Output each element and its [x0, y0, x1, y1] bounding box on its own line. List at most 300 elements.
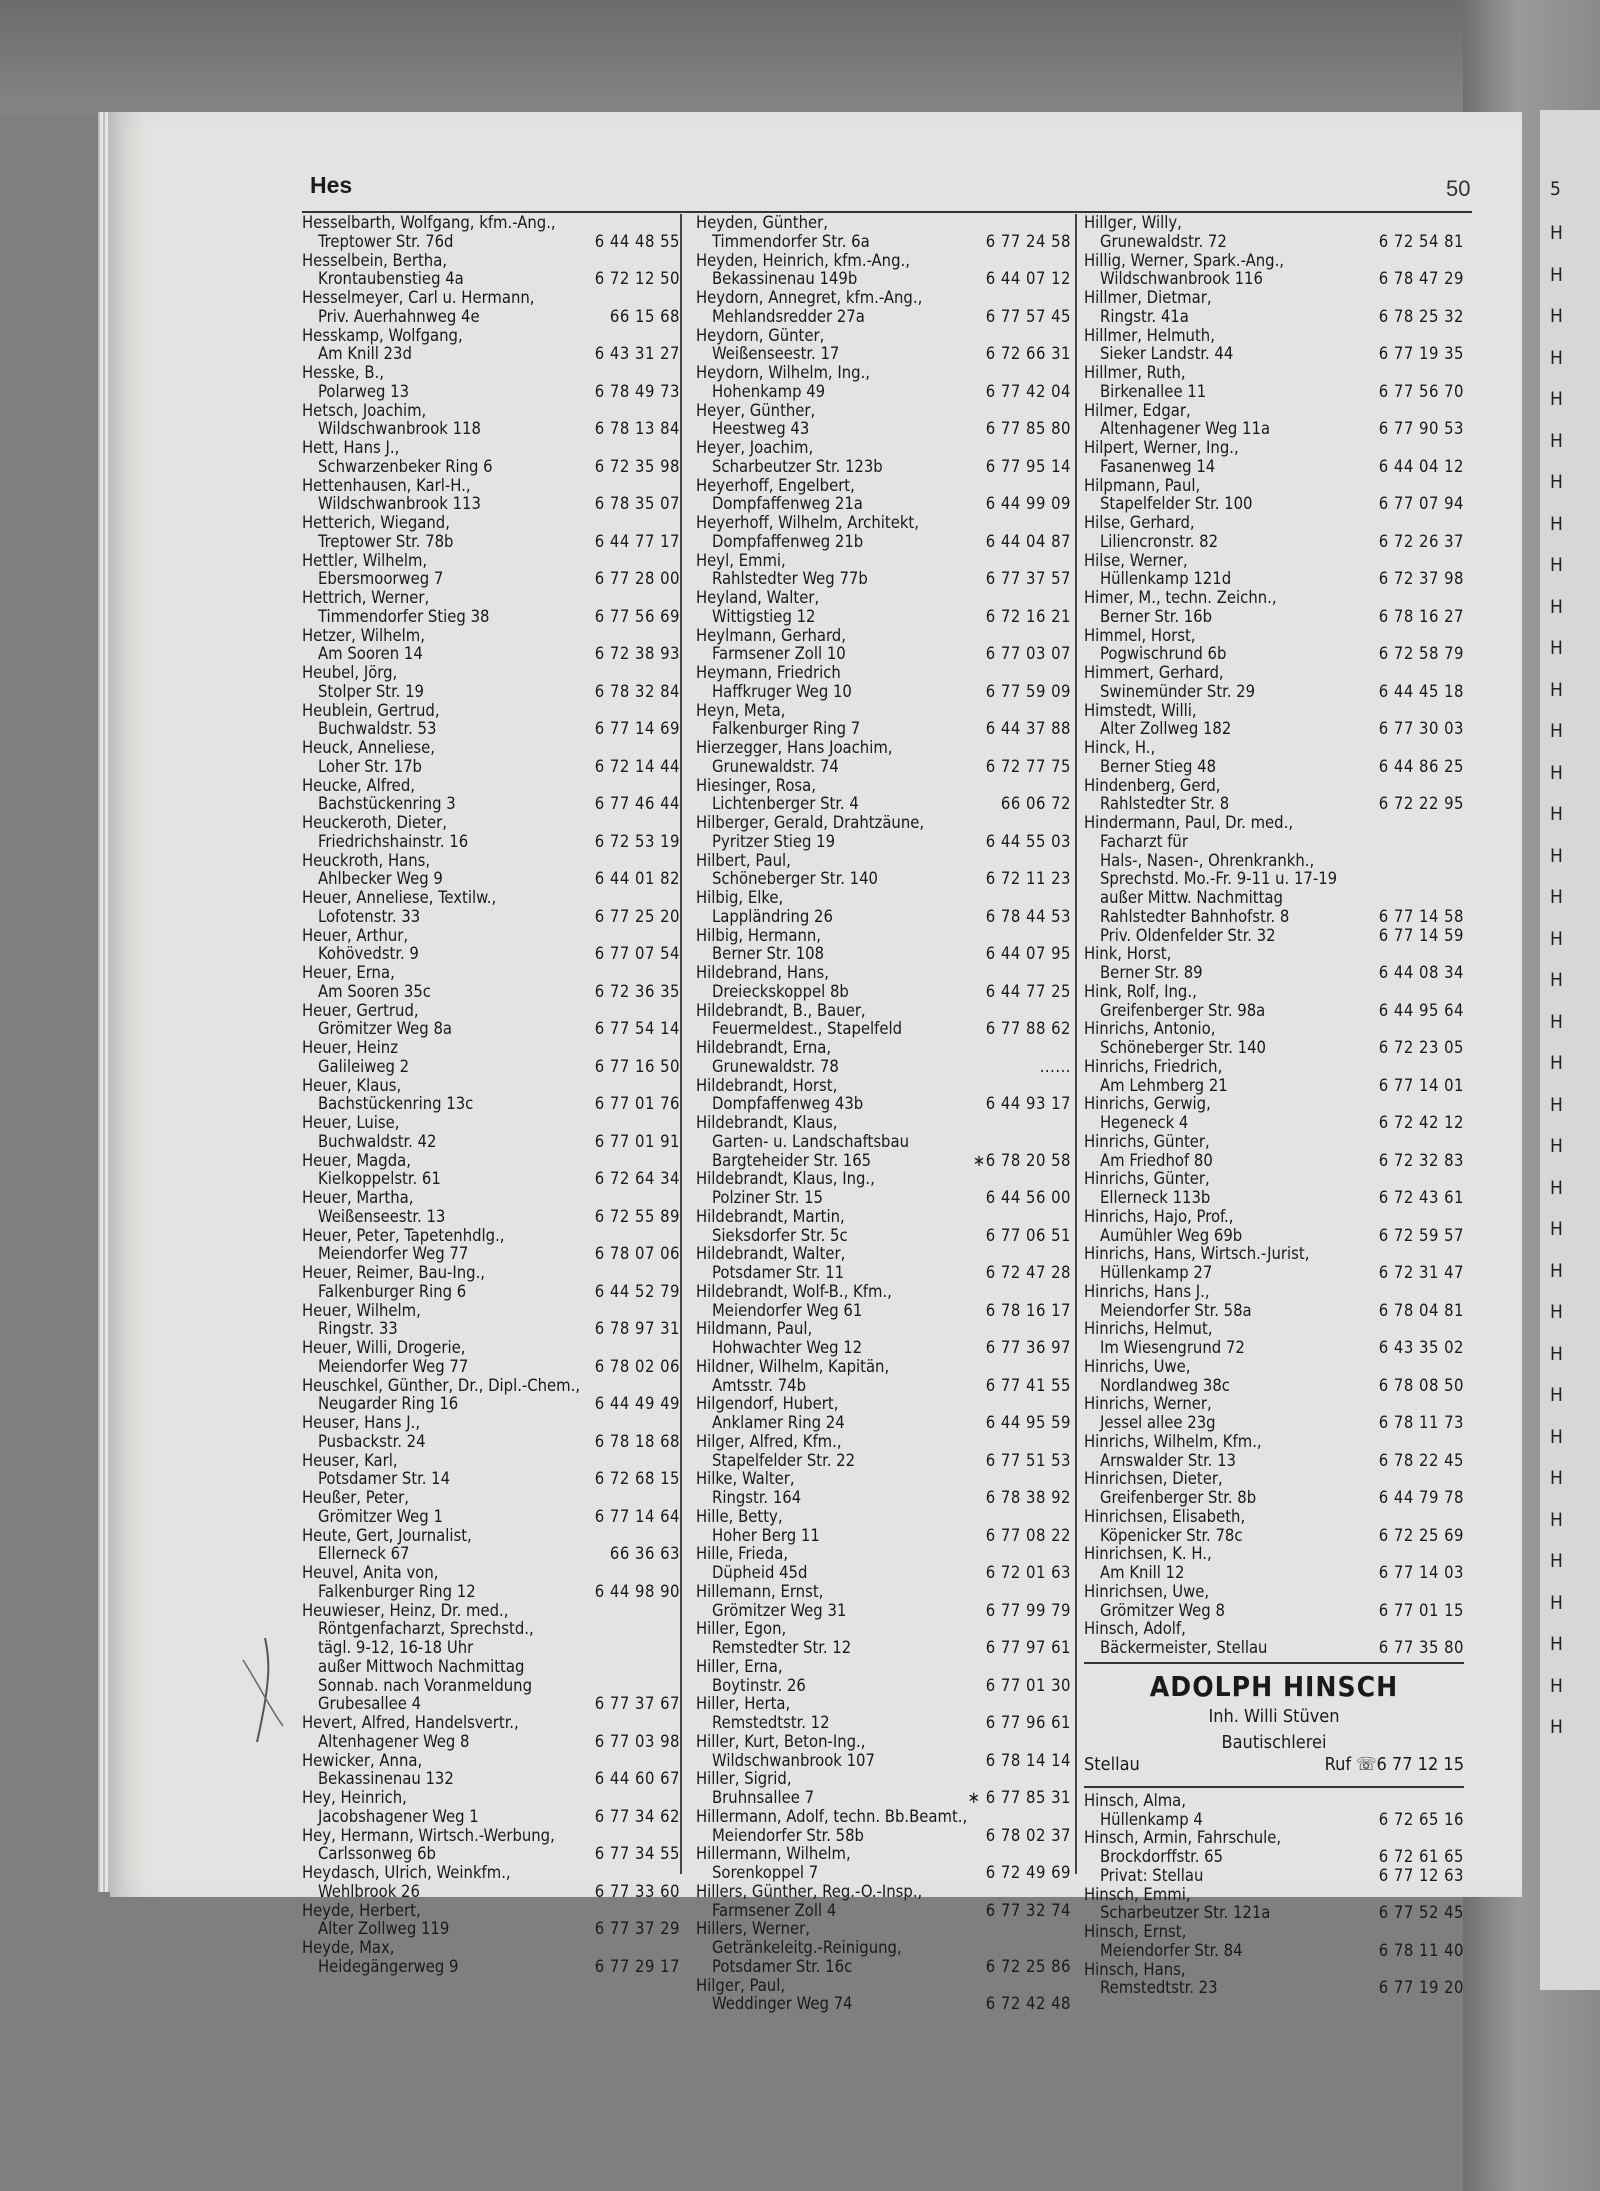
directory-entry — [696, 814, 1071, 852]
directory-entry — [302, 439, 680, 477]
entry-phone: 6 72 32 83 — [1378, 1150, 1464, 1170]
entry-name: Hilse, Werner, — [1084, 550, 1188, 570]
directory-entry — [302, 627, 680, 665]
directory-entry — [1084, 289, 1464, 327]
entry-detail: Ringstr. 33 6 78 97 31 — [318, 1319, 680, 1339]
entry-name: Hinsch, Alma, — [1084, 1790, 1186, 1810]
directory-entry — [696, 1077, 1071, 1115]
entry-name: Hiller, Erna, — [696, 1656, 783, 1676]
entry-detail: Am Knill 12 6 77 14 03 — [1100, 1563, 1464, 1582]
column-2 — [696, 214, 1071, 2014]
next-page-number-fragment: 5 — [1550, 178, 1561, 200]
entry-name: Heyde, Max, — [302, 1938, 395, 1957]
entry-phone: 6 44 37 88 — [985, 719, 1071, 739]
entry-phone: 6 72 12 50 — [594, 269, 680, 289]
directory-entry — [1084, 1620, 1464, 1658]
next-page-letter: H — [1550, 844, 1563, 867]
entry-detail: Brockdorffstr. 65 6 72 61 65 — [1100, 1847, 1464, 1866]
directory-entry — [302, 964, 680, 1002]
entry-detail: Schwarzenbeker Ring 6 6 72 35 98 — [318, 456, 680, 476]
entry-name: Hildmann, Paul, — [696, 1319, 813, 1339]
entry-phone: 6 78 18 68 — [594, 1431, 680, 1451]
entry-phone: 6 77 25 20 — [594, 906, 680, 926]
directory-entry — [696, 1770, 1071, 1808]
directory-entry — [1084, 589, 1464, 627]
entry-detail: außer Mittw. Nachmittag — [1100, 888, 1283, 907]
entry-phone: 6 77 14 01 — [1378, 1075, 1464, 1095]
entry-detail: Stolper Str. 19 6 78 32 84 — [318, 681, 680, 701]
next-page-letter: H — [1550, 1010, 1563, 1033]
entry-phone: 6 44 07 95 — [985, 944, 1071, 964]
entry-phone: 6 72 59 57 — [1378, 1225, 1464, 1245]
entry-phone: 6 72 55 89 — [594, 1206, 680, 1226]
entry-phone: 6 44 07 12 — [985, 269, 1071, 289]
entry-name: Hinrichsen, K. H., — [1084, 1544, 1212, 1564]
directory-entry — [302, 589, 680, 627]
entry-detail: Berner Str. 108 6 44 07 95 — [712, 944, 1071, 964]
directory-entry — [302, 1452, 680, 1490]
entry-detail: Weißenseestr. 13 6 72 55 89 — [318, 1206, 680, 1226]
next-page-letter: H — [1550, 927, 1563, 950]
entry-phone: 6 77 99 79 — [985, 1600, 1071, 1620]
entry-name: Hinrichs, Helmut, — [1084, 1319, 1213, 1339]
entry-phone: 6 44 48 55 — [594, 231, 680, 251]
directory-entry — [302, 1077, 680, 1115]
entry-phone: 6 77 16 50 — [594, 1056, 680, 1076]
entry-detail: Weddinger Weg 74 6 72 42 48 — [712, 1994, 1071, 2014]
entry-name: Hewicker, Anna, — [302, 1750, 423, 1770]
advert-phone-group — [1324, 1753, 1464, 1775]
next-page-letter: H — [1550, 1674, 1563, 1697]
entry-detail: Berner Str. 16b 6 78 16 27 — [1100, 606, 1464, 626]
next-page-letter: H — [1550, 222, 1563, 244]
directory-entry — [302, 1602, 680, 1715]
entry-detail: Rahlstedter Bahnhofstr. 8 6 77 14 58 — [1100, 906, 1464, 926]
entry-phone: 6 78 49 73 — [594, 381, 680, 401]
entry-name: Hinrichs, Wilhelm, Kfm., — [1084, 1431, 1262, 1451]
directory-entry — [696, 439, 1071, 477]
entry-phone: 6 77 01 76 — [594, 1094, 680, 1114]
entry-name: Heyl, Emmi, — [696, 550, 786, 570]
directory-entry — [1084, 1320, 1464, 1358]
entry-detail: Berner Stieg 48 6 44 86 25 — [1100, 756, 1464, 776]
entry-phone: 6 77 14 58 — [1378, 906, 1464, 926]
directory-entry — [696, 1002, 1071, 1040]
entry-detail: Buchwaldstr. 42 6 77 01 91 — [318, 1131, 680, 1151]
next-page-letter: H — [1550, 512, 1563, 535]
entry-name: Privat: Stellau 6 77 12 63 — [1100, 1865, 1464, 1885]
entry-phone: 6 72 16 21 — [985, 606, 1071, 626]
directory-entry — [696, 1470, 1071, 1508]
next-page-letter: H — [1550, 305, 1563, 327]
entry-name: Hinrichs, Friedrich, — [1084, 1056, 1223, 1076]
entry-name: Hinrichsen, Elisabeth, — [1084, 1506, 1246, 1526]
directory-entry — [696, 1620, 1071, 1658]
directory-entry — [696, 1320, 1071, 1358]
entry-phone: 6 44 98 90 — [594, 1581, 680, 1601]
entry-detail: Swinemünder Str. 29 6 44 45 18 — [1100, 681, 1464, 701]
entry-detail: Hohenkamp 49 6 77 42 04 — [712, 381, 1071, 401]
entry-detail: Am Sooren 35c 6 72 36 35 — [318, 981, 680, 1001]
entry-detail: Am Knill 23d 6 43 31 27 — [318, 344, 680, 364]
entry-phone: 6 77 14 59 — [1378, 925, 1464, 945]
entry-phone: 6 77 51 53 — [985, 1450, 1071, 1470]
entry-phone: 6 78 02 37 — [985, 1825, 1071, 1845]
entry-name: Hildebrandt, Wolf-B., Kfm., — [696, 1281, 892, 1301]
entry-phone: 6 44 45 18 — [1378, 681, 1464, 701]
entry-name: Hink, Rolf, Ing., — [1084, 981, 1197, 1001]
next-page-letter: H — [1550, 637, 1563, 659]
entry-phone: 6 77 56 69 — [594, 606, 680, 626]
entry-phone: 6 43 31 27 — [594, 344, 680, 364]
entry-detail: Boytinstr. 26 6 77 01 30 — [712, 1675, 1071, 1695]
entry-name: Hesske, B., — [302, 363, 384, 382]
entry-phone: 6 44 04 87 — [985, 531, 1071, 551]
entry-detail: Scharbeutzer Str. 123b 6 77 95 14 — [712, 456, 1071, 476]
entry-detail: Altenhagener Weg 8 6 77 03 98 — [318, 1731, 680, 1751]
next-page-letter: H — [1550, 1508, 1563, 1531]
entry-phone: 6 72 42 12 — [1378, 1113, 1464, 1132]
directory-entry — [696, 1808, 1071, 1846]
entry-name: Heußer, Peter, — [302, 1488, 409, 1507]
entry-detail: Falkenburger Ring 6 6 44 52 79 — [318, 1281, 680, 1301]
directory-entry — [302, 1189, 680, 1227]
entry-phone: 6 44 56 00 — [985, 1188, 1071, 1207]
entry-phone: 6 44 86 25 — [1378, 756, 1464, 776]
entry-detail: Falkenburger Ring 12 6 44 98 90 — [318, 1581, 680, 1601]
entry-phone: 6 77 97 61 — [985, 1638, 1071, 1657]
directory-entry — [1084, 1545, 1464, 1583]
entry-detail: Neugarder Ring 16 6 44 49 49 — [318, 1394, 680, 1414]
directory-entry — [1084, 945, 1464, 983]
entry-detail: Polarweg 13 6 78 49 73 — [318, 381, 680, 401]
entry-detail: Weißenseestr. 17 6 72 66 31 — [712, 344, 1071, 364]
directory-entry — [302, 1152, 680, 1190]
entry-detail: Priv. Auerhahnweg 4e 66 15 68 — [318, 306, 680, 326]
directory-entry — [696, 1920, 1071, 1976]
directory-entry — [302, 1864, 680, 1902]
next-page-letter: H — [1550, 554, 1563, 576]
entry-phone: 6 72 49 69 — [985, 1863, 1071, 1882]
entry-phone: 6 77 06 51 — [985, 1225, 1071, 1245]
entry-phone: 6 72 66 31 — [985, 344, 1071, 364]
entry-name: Hettenhausen, Karl-H., — [302, 475, 471, 495]
entry-phone: 6 72 31 47 — [1378, 1263, 1464, 1282]
entry-detail: Galileiweg 2 6 77 16 50 — [318, 1056, 680, 1076]
entry-phone: 6 72 64 34 — [594, 1169, 680, 1189]
entry-name: Heuer, Martha, — [302, 1188, 414, 1207]
entry-name: Heyer, Günther, — [696, 400, 816, 420]
entry-detail: Garten- u. Landschaftsbau — [712, 1131, 909, 1151]
directory-entry — [696, 1245, 1071, 1283]
advert-phone: 6 77 12 15 — [1376, 1753, 1464, 1775]
entry-detail: Alter Zollweg 119 6 77 37 29 — [318, 1919, 680, 1939]
entry-detail: Hegeneck 4 6 72 42 12 — [1100, 1113, 1464, 1132]
advert-rule-top — [1084, 1662, 1464, 1664]
entry-phone: 6 44 93 17 — [985, 1094, 1071, 1114]
entry-name: Heuer, Anneliese, Textilw., — [302, 888, 497, 907]
entry-name: Heyden, Günther, — [696, 213, 828, 232]
directory-entry — [1084, 1433, 1464, 1471]
entry-phone: 6 72 42 48 — [985, 1994, 1071, 2014]
entry-detail: Hüllenkamp 27 6 72 31 47 — [1100, 1263, 1464, 1282]
next-page-letter: H — [1550, 1716, 1563, 1738]
directory-entry — [1084, 1058, 1464, 1096]
next-page-letter: H — [1550, 1135, 1563, 1157]
entry-name: Hett, Hans J., — [302, 438, 400, 457]
entry-name: Heylmann, Gerhard, — [696, 625, 846, 645]
entry-name: Hillers, Werner, — [696, 1919, 810, 1939]
directory-entry — [302, 402, 680, 440]
entry-detail: Ringstr. 41a 6 78 25 32 — [1100, 306, 1464, 326]
entry-name: Hillemann, Ernst, — [696, 1581, 824, 1601]
entry-name: Hillig, Werner, Spark.-Ang., — [1084, 250, 1285, 270]
entry-phone: 6 78 44 53 — [985, 906, 1071, 926]
entry-detail: Friedrichshainstr. 16 6 72 53 19 — [318, 831, 680, 851]
entry-phone: 6 72 58 79 — [1378, 644, 1464, 664]
directory-entry — [1084, 1470, 1464, 1508]
directory-entry — [302, 1827, 680, 1865]
entry-name: Hilbig, Elke, — [696, 888, 784, 907]
entry-phone: 6 77 88 62 — [985, 1019, 1071, 1039]
entry-detail: Polziner Str. 15 6 44 56 00 — [712, 1188, 1071, 1207]
entry-phone: 6 77 37 29 — [594, 1919, 680, 1939]
entry-phone: 6 44 01 82 — [594, 869, 680, 889]
directory-entry — [696, 477, 1071, 515]
entry-detail: außer Mittwoch Nachmittag — [318, 1656, 525, 1676]
entry-detail: Grömitzer Weg 8a 6 77 54 14 — [318, 1019, 680, 1039]
entry-name: Hetzer, Wilhelm, — [302, 625, 425, 645]
directory-entry — [696, 1283, 1071, 1321]
entry-detail: Lichtenberger Str. 4 66 06 72 — [712, 794, 1071, 814]
next-page-letter: H — [1550, 1550, 1563, 1572]
advert-trade: Bautischlerei — [1221, 1731, 1327, 1753]
entry-name: Heuckroth, Hans, — [302, 850, 431, 870]
entry-phone: 6 43 35 02 — [1378, 1338, 1464, 1357]
next-page-letter: H — [1550, 1259, 1563, 1282]
next-page-letter: H — [1550, 761, 1563, 784]
directory-entry — [302, 1039, 680, 1077]
entry-phone: 6 78 38 92 — [985, 1488, 1071, 1507]
entry-name: Heublein, Gertrud, — [302, 700, 440, 720]
entry-detail: Facharzt für — [1100, 831, 1188, 851]
next-page-letter: H — [1550, 471, 1563, 493]
entry-phone: 6 77 12 63 — [1378, 1865, 1464, 1885]
entry-name: Hesselbarth, Wolfgang, kfm.-Ang., — [302, 213, 556, 232]
entry-phone: 6 78 02 06 — [594, 1356, 680, 1376]
column-divider-2 — [1075, 214, 1077, 1874]
entry-detail: Kielkoppelstr. 61 6 72 64 34 — [318, 1169, 680, 1189]
directory-entry — [696, 964, 1071, 1002]
directory-entry — [696, 1845, 1071, 1883]
entry-detail: Dompfaffenweg 21b 6 44 04 87 — [712, 531, 1071, 551]
directory-entry — [1084, 477, 1464, 515]
entry-phone: 6 77 36 97 — [985, 1338, 1071, 1357]
entry-phone: 6 77 01 30 — [985, 1675, 1071, 1695]
directory-entry — [1084, 739, 1464, 777]
entry-detail: Kohövedstr. 9 6 77 07 54 — [318, 944, 680, 964]
entry-phone: 6 77 01 15 — [1378, 1600, 1464, 1620]
entry-phone: 6 77 85 80 — [985, 419, 1071, 439]
entry-detail: Remstedtstr. 12 6 77 96 61 — [712, 1713, 1071, 1732]
directory-entry — [302, 1489, 680, 1527]
entry-detail: Pogwischrund 6b 6 72 58 79 — [1100, 644, 1464, 664]
entry-detail: Sieker Landstr. 44 6 77 19 35 — [1100, 344, 1464, 364]
entry-phone: 6 77 07 54 — [594, 944, 680, 964]
entry-name: Hinsch, Ernst, — [1084, 1922, 1187, 1941]
directory-entry — [1084, 1508, 1464, 1546]
entry-name: Hetterich, Wiegand, — [302, 513, 450, 532]
entry-phone: 6 44 95 64 — [1378, 1000, 1464, 1020]
entry-phone: 6 44 99 09 — [985, 494, 1071, 514]
entry-name: Hinsch, Armin, Fahrschule, — [1084, 1828, 1282, 1848]
directory-entry — [1084, 364, 1464, 402]
directory-entry — [696, 1508, 1071, 1546]
entry-phone: 6 77 33 60 — [594, 1881, 680, 1901]
entry-phone: 6 72 35 98 — [594, 456, 680, 476]
entry-detail: Wildschwanbrook 107 6 78 14 14 — [712, 1750, 1071, 1770]
entry-phone: 6 77 24 58 — [985, 231, 1071, 251]
directory-entry — [1084, 214, 1464, 252]
entry-detail: Schöneberger Str. 140 6 72 11 23 — [712, 869, 1071, 889]
entry-name: Heuck, Anneliese, — [302, 738, 435, 757]
directory-entry — [1084, 664, 1464, 702]
entry-detail: Hüllenkamp 4 6 72 65 16 — [1100, 1809, 1464, 1829]
next-page-letter: H — [1550, 886, 1563, 908]
entry-name: Hinck, H., — [1084, 738, 1156, 757]
directory-entry — [696, 1170, 1071, 1208]
entry-name: Hey, Heinrich, — [302, 1788, 407, 1807]
entry-phone: 6 77 14 64 — [594, 1506, 680, 1526]
entry-detail: Meiendorfer Str. 58b 6 78 02 37 — [712, 1825, 1071, 1845]
entry-phone: 6 77 14 03 — [1378, 1563, 1464, 1582]
next-page-letter: H — [1550, 388, 1563, 410]
directory-entry — [302, 1714, 680, 1752]
entry-name: Hildner, Wilhelm, Kapitän, — [696, 1356, 890, 1376]
entry-detail: Ahlbecker Weg 9 6 44 01 82 — [318, 869, 680, 889]
entry-phone: 6 44 60 67 — [594, 1769, 680, 1789]
directory-entry — [302, 364, 680, 402]
entry-phone: 6 44 52 79 — [594, 1281, 680, 1301]
entry-phone: 6 78 47 29 — [1378, 269, 1464, 289]
entry-detail: Meiendorfer Weg 77 6 78 07 06 — [318, 1244, 680, 1264]
entry-detail: Timmendorfer Stieg 38 6 77 56 69 — [318, 606, 680, 626]
directory-entry — [696, 1039, 1071, 1077]
column-1 — [302, 214, 680, 1977]
entry-detail: Grubesallee 4 6 77 37 67 — [318, 1694, 680, 1714]
entry-phone: 6 72 36 35 — [594, 981, 680, 1001]
entry-name: Hey, Hermann, Wirtsch.-Werbung, — [302, 1825, 555, 1845]
entry-phone: 6 77 14 69 — [594, 719, 680, 739]
entry-name: Hilger, Paul, — [696, 1975, 786, 1995]
directory-entry — [696, 627, 1071, 665]
entry-phone: 6 77 96 61 — [985, 1713, 1071, 1732]
entry-detail: Am Friedhof 80 6 72 32 83 — [1100, 1150, 1464, 1170]
directory-entry — [696, 889, 1071, 927]
next-page-letter: H — [1550, 1218, 1563, 1240]
entry-detail: Feuermeldest., Stapelfeld 6 77 88 62 — [712, 1019, 1071, 1039]
entry-detail: Hals-, Nasen-, Ohrenkrankh., — [1100, 850, 1315, 870]
entry-name: Hesselmeyer, Carl u. Hermann, — [302, 288, 535, 307]
directory-entry — [696, 214, 1071, 252]
entry-name: Hilmer, Edgar, — [1084, 400, 1191, 420]
entry-detail: Sorenkoppel 7 6 72 49 69 — [712, 1863, 1071, 1882]
entry-phone: 6 78 11 73 — [1378, 1413, 1464, 1432]
next-page-letter: H — [1550, 969, 1563, 991]
entry-phone: 6 72 77 75 — [985, 756, 1071, 776]
entry-detail: Bruhnsallee 7 ∗ 6 77 85 31 — [712, 1788, 1071, 1807]
directory-entry — [696, 702, 1071, 740]
entry-phone: 6 72 25 86 — [985, 1956, 1071, 1976]
entry-name: Hildebrandt, Klaus, Ing., — [696, 1169, 875, 1189]
entry-name: Heyn, Meta, — [696, 700, 786, 720]
entry-name: Hillmer, Dietmar, — [1084, 288, 1212, 307]
entry-name: Heyer, Joachim, — [696, 438, 814, 457]
entry-phone: 6 78 97 31 — [594, 1319, 680, 1339]
directory-entry — [302, 252, 680, 290]
entry-phone: 6 72 01 63 — [985, 1563, 1071, 1582]
entry-name: Heydorn, Annegret, kfm.-Ang., — [696, 288, 923, 307]
entry-detail: Heidegängerweg 9 6 77 29 17 — [318, 1956, 680, 1976]
entry-detail: Greifenberger Str. 8b 6 44 79 78 — [1100, 1488, 1464, 1507]
next-page-letter: H — [1550, 429, 1563, 452]
entry-detail: Bachstückenring 13c 6 77 01 76 — [318, 1094, 680, 1114]
directory-entry — [302, 1114, 680, 1152]
next-page-edge — [1540, 110, 1600, 1990]
entry-phone: 66 36 63 — [609, 1544, 680, 1564]
entry-name: Heyerhoff, Wilhelm, Architekt, — [696, 513, 919, 532]
running-head: Hes — [310, 172, 353, 198]
entry-phone: ...... — [1039, 1056, 1071, 1076]
entry-detail: Sieksdorfer Str. 5c 6 77 06 51 — [712, 1225, 1071, 1245]
advert-contact-row — [1084, 1753, 1464, 1782]
entry-phone: 6 77 59 09 — [985, 681, 1071, 701]
entry-phone: 6 77 95 14 — [985, 456, 1071, 476]
entry-name: Hilgendorf, Hubert, — [696, 1394, 839, 1414]
entry-detail: Bekassinenau 149b 6 44 07 12 — [712, 269, 1071, 289]
directory-entry — [1084, 1283, 1464, 1321]
entry-detail: Grunewaldstr. 72 6 72 54 81 — [1100, 231, 1464, 251]
directory-entry — [696, 252, 1071, 290]
entry-name: Hesselbein, Bertha, — [302, 250, 448, 270]
directory-entry — [1084, 1395, 1464, 1433]
entry-name: Hiller, Sigrid, — [696, 1769, 792, 1789]
entry-detail: Grunewaldstr. 78 ...... — [712, 1056, 1071, 1076]
entry-name: Hinrichs, Hans, Wirtsch.-Jurist, — [1084, 1244, 1310, 1264]
entry-name: Heuer, Wilhelm, — [302, 1300, 421, 1320]
entry-detail: Wittigstieg 12 6 72 16 21 — [712, 606, 1071, 626]
entry-detail: Bachstückenring 3 6 77 46 44 — [318, 794, 680, 814]
next-page-letter: H — [1550, 678, 1563, 701]
entry-name: Heuvel, Anita von, — [302, 1563, 439, 1582]
directory-entry — [302, 1227, 680, 1265]
directory-entry — [696, 664, 1071, 702]
directory-entry — [696, 739, 1071, 777]
directory-entry — [696, 514, 1071, 552]
entry-name: Heydasch, Ulrich, Weinkfm., — [302, 1863, 511, 1882]
directory-entry — [302, 1752, 680, 1790]
entry-name: Hilse, Gerhard, — [1084, 513, 1195, 532]
next-page-letter: H — [1550, 1052, 1563, 1074]
directory-entry — [302, 1377, 680, 1415]
next-page-letter: H — [1550, 1384, 1563, 1406]
entry-name: Hinrichs, Uwe, — [1084, 1356, 1191, 1376]
entry-name: Heute, Gert, Journalist, — [302, 1525, 472, 1545]
entry-name: Heuer, Magda, — [302, 1150, 411, 1170]
next-page-letter: H — [1550, 346, 1563, 369]
directory-entry — [696, 364, 1071, 402]
entry-detail: Wehlbrook 26 6 77 33 60 — [318, 1881, 680, 1901]
